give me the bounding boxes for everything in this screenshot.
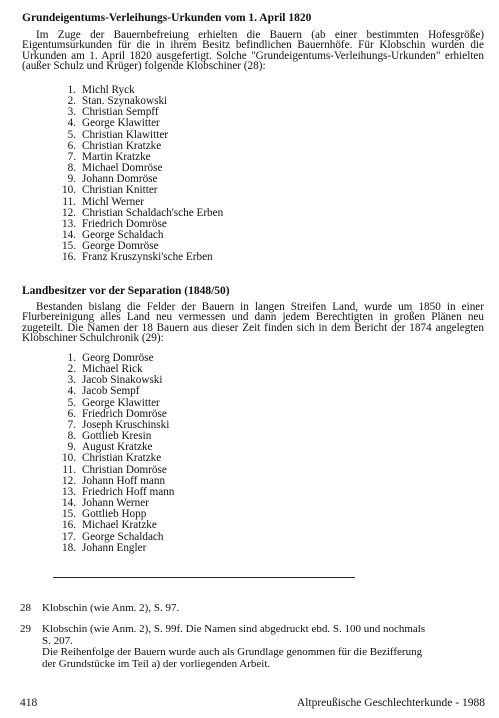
list-item: 11. Michl Werner bbox=[62, 195, 144, 208]
section1-list bbox=[52, 85, 223, 264]
section2-list bbox=[52, 353, 174, 554]
list-item: 12. Christian Schaldach'sche Erben bbox=[62, 206, 224, 219]
list-item: 13. Friedrich Hoff mann bbox=[62, 485, 175, 498]
list-item: 7. Joseph Kruschinski bbox=[67, 418, 170, 431]
list-item: 11. Christian Domröse bbox=[62, 463, 167, 476]
list-item: 8. Gottlieb Kresin bbox=[67, 430, 152, 443]
list-item: 5. Christian Klawitter bbox=[67, 128, 169, 141]
list-item: 2. Michael Rick bbox=[67, 363, 143, 376]
journal-footer: Altpreußische Geschlechterkunde - 1988 bbox=[296, 697, 485, 709]
list-item: 10. Christian Knitter bbox=[62, 184, 158, 197]
list-item: 3. Jacob Sinakowski bbox=[67, 374, 163, 387]
list-item: 18. Johann Engler bbox=[62, 541, 147, 554]
footnote-text: Klobschin (wie Anm. 2), S. 99f. Die Namen sind abgedruckt ebd. S. 100 und nochmals bbox=[42, 623, 426, 635]
list-item: 17. George Schaldach bbox=[62, 530, 164, 543]
list-item: 5. George Klawitter bbox=[67, 396, 160, 409]
footnote-number: 28 bbox=[20, 602, 31, 614]
list-item: 4. George Klawitter bbox=[67, 117, 160, 130]
list-item: 1. Georg Domröse bbox=[67, 352, 154, 364]
list-item: 6. Christian Kratzke bbox=[67, 139, 162, 152]
section2-paragraph: Bestanden bislang die Felder der Bauern in langen Streifen Land, wurde um 1850 in einer Flurbereinigung alles Land neu vermessen und dann jedem Berechtigten in großen Plänen neu zugeteilt. Die Namen der 18 Bauern aus dieser Zeit finden sich in dem Bericht der 1874 angelegten Klobschiner Schulchronik (29): bbox=[22, 301, 484, 345]
list-item: 10. Christian Kratzke bbox=[62, 452, 162, 465]
section1-heading: Grundeigentums-Verleihungs-Urkunden vom 1. April 1820 bbox=[22, 12, 312, 24]
page-number: 418 bbox=[20, 697, 38, 709]
list-item: 8. Michael Domröse bbox=[67, 162, 163, 175]
list-item: 14. George Schaldach bbox=[62, 229, 164, 242]
list-item: 13. Friedrich Domröse bbox=[62, 217, 167, 230]
list-item: 2. Stan. Szynakowski bbox=[67, 95, 168, 108]
footnote-text: S. 207. bbox=[42, 634, 73, 647]
section2-heading: Landbesitzer vor der Separation (1848/50) bbox=[22, 285, 230, 297]
list-item: 16. Michael Kratzke bbox=[62, 519, 157, 532]
list-item: 1. Michl Ryck bbox=[67, 84, 135, 96]
list-item: 7. Martin Kratzke bbox=[67, 150, 151, 163]
list-item: 16. Franz Kruszynski'sche Erben bbox=[62, 251, 213, 264]
list-item: 4. Jacob Sempf bbox=[67, 385, 140, 398]
list-item: 15. George Domröse bbox=[62, 240, 159, 253]
list-item: 12. Johann Hoff mann bbox=[62, 474, 166, 487]
list-item: 3. Christian Sempff bbox=[67, 106, 159, 119]
list-item: 9. August Kratzke bbox=[67, 441, 153, 454]
footnote-text: Klobschin (wie Anm. 2), S. 97. bbox=[42, 602, 180, 614]
section1-paragraph: Im Zuge der Bauernbefreiung erhielten die Bauern (ab einer bestimmten Hofesgröße) Eigentumsurkunden für die in ihrem Besitz befindlichen Bauernhöfe. Für Klobschin wurden die Urkunden am 1. April 1820 ausgefertigt. Solche "Grundeigentums-Verleihungs-Urkunden" erhielten (außer Schulz und Krüger) folgende Klobschiner (28): bbox=[22, 29, 484, 73]
list-item: 15. Gottlieb Hopp bbox=[62, 508, 147, 521]
footnote-number: 29 bbox=[20, 623, 31, 635]
list-item: 9. Johann Domröse bbox=[67, 173, 158, 186]
list-item: 6. Friedrich Domröse bbox=[67, 407, 167, 420]
list-item: 14. Johann Werner bbox=[62, 497, 149, 510]
footnote-separator bbox=[53, 577, 355, 578]
footnote-text: der Grundstücke im Teil a) der vorliegenden Arbeit. bbox=[42, 657, 271, 670]
footnote-text: Die Reihenfolge der Bauern wurde auch als Grundlage genommen für die Bezifferung bbox=[42, 646, 423, 659]
